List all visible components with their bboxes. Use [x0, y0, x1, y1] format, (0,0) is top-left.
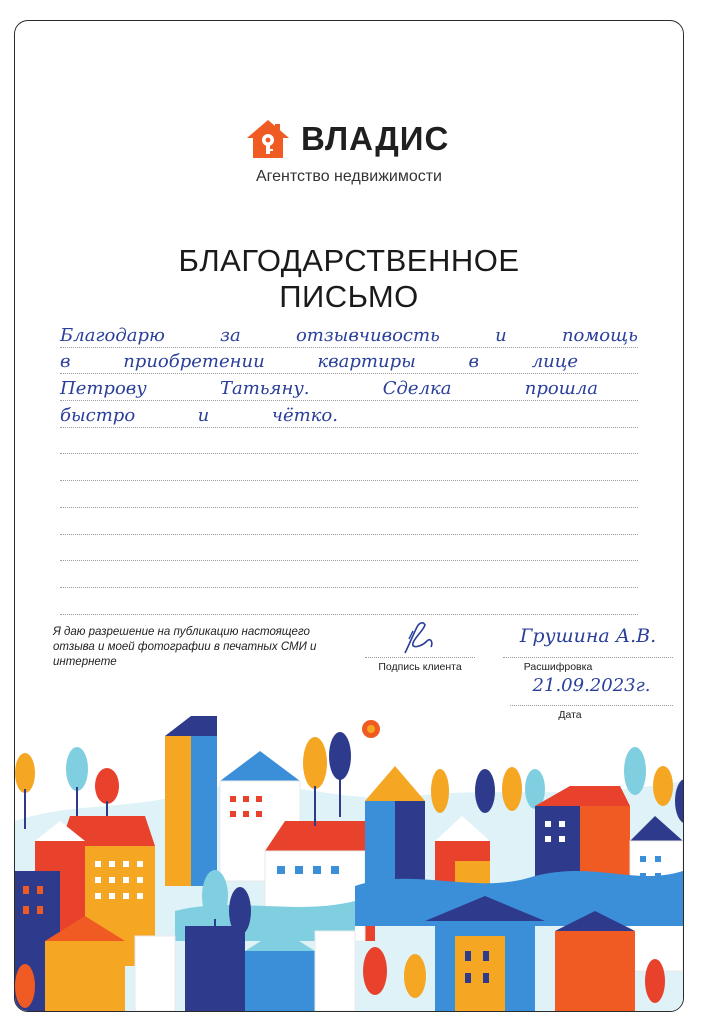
decoding-label: Расшифровка: [523, 661, 593, 673]
signature-label: Подпись клиента: [378, 661, 462, 673]
tagline: Агентство недвижимости: [256, 168, 442, 185]
handwritten-text: Благодарю за отзывчивость и помощь: [60, 324, 638, 346]
handwritten-text: Петрову Татьяну. Сделка прошла: [60, 378, 598, 400]
brand-name: ВЛАДИС: [301, 120, 450, 157]
blank-line: [60, 508, 638, 535]
message-line: [60, 401, 638, 428]
blank-line: [60, 588, 638, 615]
letter-title: [15, 243, 683, 315]
handwritten-text: быстро и чётко.: [60, 404, 338, 426]
city-illustration: [15, 711, 683, 1011]
signature-field: [365, 617, 475, 658]
letter-sheet: [14, 20, 684, 1012]
blank-line: [60, 481, 638, 508]
title-line-1: БЛАГОДАРСТВЕННОЕ: [178, 243, 520, 278]
message-line: [60, 348, 638, 375]
blank-line: [60, 561, 638, 588]
handwritten-text: в приобретении квартиры в лице: [60, 351, 578, 373]
title-line-2: ПИСЬМО: [279, 279, 419, 314]
client-signature: [365, 617, 475, 657]
house-key-icon: [245, 118, 291, 160]
logo: [245, 117, 449, 161]
message-lines: [60, 321, 638, 615]
blank-line: [60, 454, 638, 481]
date-label: Дата: [558, 709, 582, 721]
message-line: [60, 321, 638, 348]
blank-line: [60, 535, 638, 562]
message-line: [60, 374, 638, 401]
blank-line: [60, 428, 638, 455]
date-value: 21.09.2023г.: [532, 675, 651, 696]
publication-consent: Я даю разрешение на публикацию настоящего отзыва и моей фотографии в печатных СМИ и интернете: [53, 626, 317, 668]
decoding-value: Грушина А.В.: [519, 625, 657, 647]
